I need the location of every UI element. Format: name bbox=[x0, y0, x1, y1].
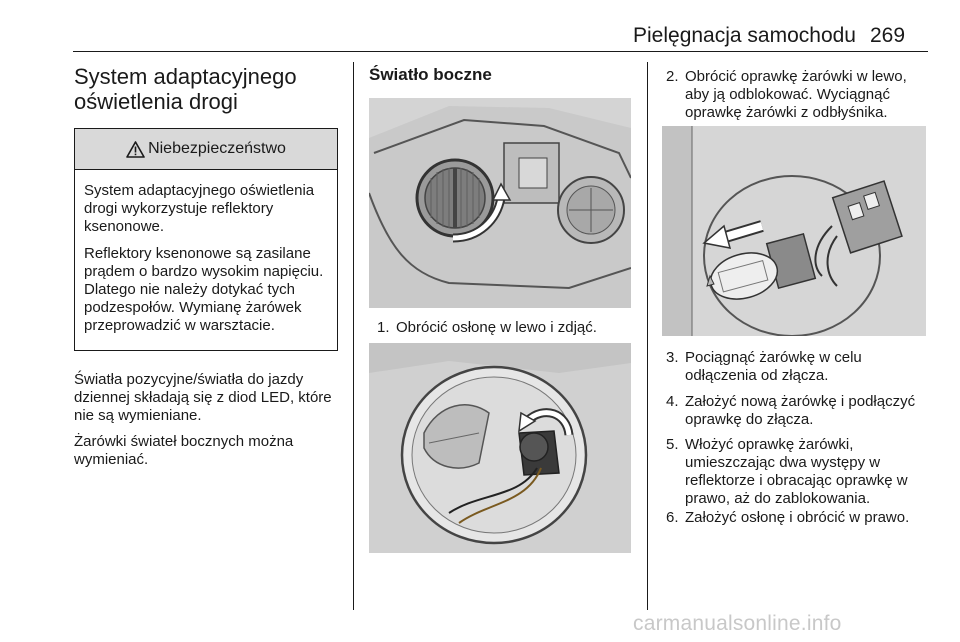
warning-triangle-icon bbox=[126, 141, 145, 158]
step-6 bbox=[666, 509, 928, 527]
step-6-number: 6. bbox=[666, 509, 679, 526]
figure-bulb-removal bbox=[662, 126, 926, 336]
section-title-line2: oświetlenia drogi bbox=[74, 89, 238, 114]
section-title-line1: System adaptacyjnego bbox=[74, 64, 297, 89]
danger-label: Niebezpieczeństwo bbox=[148, 140, 286, 157]
step-6-text: Założyć osłonę i obrócić w prawo. bbox=[685, 509, 910, 526]
step-2 bbox=[666, 68, 928, 122]
column-1 bbox=[74, 64, 338, 477]
step-4-number: 4. bbox=[666, 393, 679, 410]
watermark: carmanualsonline.info bbox=[633, 612, 842, 635]
danger-paragraph-1: System adaptacyjnego oświetlenia drogi wykorzystuje reflektory ksenonowe. bbox=[84, 182, 315, 235]
header-rule bbox=[73, 51, 928, 52]
step-2-number: 2. bbox=[666, 68, 679, 85]
danger-body bbox=[75, 170, 337, 350]
column-2 bbox=[369, 64, 631, 86]
figure-bulb-holder bbox=[369, 343, 631, 553]
step-4-text: Założyć nową żarówkę i podłączyć oprawkę do złącza. bbox=[685, 393, 916, 428]
page-number: 269 bbox=[870, 24, 906, 47]
step-5-text: Włożyć oprawkę żarówki, umieszczając dwa występy w reflektorze i obracając oprawkę w prawo, aż do zablokowania. bbox=[685, 436, 908, 507]
step-1-text: Obrócić osłonę w lewo i zdjąć. bbox=[396, 319, 597, 336]
page-header-title: Pielęgnacja samochodu bbox=[633, 24, 856, 47]
danger-header bbox=[75, 129, 337, 170]
step-2-text: Obrócić oprawkę żarówki w lewo, aby ją odblokować. Wyciągnąć oprawkę żarówki z odbłyśnika. bbox=[685, 68, 907, 121]
column-divider-left bbox=[353, 62, 354, 610]
column-divider-right bbox=[647, 62, 648, 610]
headlamp-cover-illustration bbox=[369, 98, 631, 308]
step-1 bbox=[377, 319, 631, 337]
step-1-number: 1. bbox=[377, 319, 390, 336]
led-paragraph: Światła pozycyjne/światła do jazdy dziennej składają się z diod LED, które nie są wymieniane. bbox=[74, 371, 332, 424]
danger-box bbox=[74, 128, 338, 351]
column-1-text bbox=[74, 371, 338, 469]
step-5 bbox=[666, 436, 928, 508]
step-3 bbox=[666, 349, 928, 385]
figure-headlamp-cover bbox=[369, 98, 631, 308]
danger-paragraph-2: Reflektory ksenonowe są zasilane prądem o bardzo wysokim napięciu. Dlatego nie należy dotykać tych podzespołów. Wymianę żarówek przeprowadzić w warsztacie. bbox=[84, 245, 324, 334]
step-3-number: 3. bbox=[666, 349, 679, 366]
subsection-title: Światło boczne bbox=[369, 65, 492, 84]
step-3-text: Pociągnąć żarówkę w celu odłączenia od złącza. bbox=[685, 349, 862, 384]
bulb-paragraph: Żarówki świateł bocznych można wymieniać. bbox=[74, 433, 294, 468]
step-4 bbox=[666, 393, 928, 429]
section-title bbox=[74, 64, 338, 114]
bulb-holder-illustration bbox=[369, 343, 631, 553]
step-5-number: 5. bbox=[666, 436, 679, 453]
bulb-removal-illustration bbox=[662, 126, 926, 336]
